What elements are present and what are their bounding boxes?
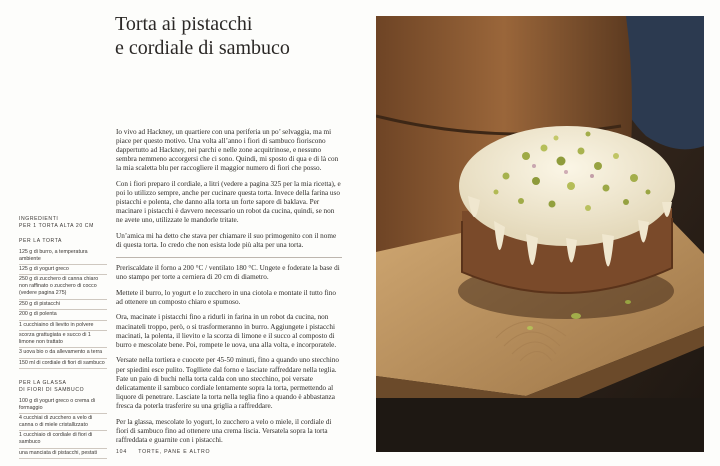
- section-divider: [116, 257, 342, 258]
- recipe-title-line-1: Torta ai pistacchi: [115, 13, 253, 35]
- ingredients-heading: [19, 216, 107, 230]
- recipe-title-line-2: e cordiale di sambuco: [115, 37, 290, 59]
- cake-ingredients-group: [19, 238, 107, 369]
- ingredient-item: 200 g di polenta: [19, 310, 107, 320]
- intro-paragraph-3: Un’amica mi ha detto che stava per chiamare il suo primogenito con il nome di questa torta. Io credo che non esista lode più alta per una torta.: [116, 232, 337, 250]
- glaze-subheading-line-2: DI FIORI DI SAMBUCO: [19, 387, 85, 394]
- ingredient-item: 100 g di yogurt greco o crema di formaggio: [19, 397, 107, 414]
- ingredient-item: 4 cucchiai di zucchero a velo di canna o di miele cristallizzato: [19, 414, 107, 431]
- photo-illustration: [376, 16, 704, 452]
- ingredient-item: 125 g di burro, a temperatura ambiente: [19, 248, 107, 265]
- ingredient-item: 1 cucchiaio di cordiale di fiori di sambuco: [19, 431, 107, 448]
- intro-paragraph-2: Con i fiori preparo il cordiale, a litri (vedere a pagina 325 per la mia ricetta), e poi lo utilizzo sempre, anche per cucinare questa torta. Invece della farina uso pistacchi e polenta, che danno alla torta un forte sapore di baklava. Per macinare i pistacchi è davvero necessario un robot da cucina, quindi, se non ne avete uno, utilizzate le mandorle tritate.: [116, 180, 341, 225]
- method-step-1: Preriscaldate il forno a 200 °C / ventilato 180 °C. Ungete e foderate la base di uno stampo per torte a cerniera di 20 cm di diametro.: [116, 263, 340, 281]
- ingredients-heading-line-2: PER 1 TORTA ALTA 20 CM: [19, 223, 94, 230]
- cake-subheading: PER LA TORTA: [19, 238, 63, 245]
- glaze-subheading-line-1: PER LA GLASSA: [19, 380, 67, 387]
- ingredients-sidebar: [19, 216, 107, 466]
- method-step-3: Ora, macinate i pistacchi fino a ridurli in farina in un robot da cucina, non macinateli troppo, però, o si trasformeranno in burro. Aggiungete i pistacchi macinati, la polenta, il lievito e la scorza di limone e il succo al composto di burro e mescolate bene. Poi, rompete le uova, una alla volta, e incorporatele.: [116, 313, 337, 349]
- method-step-5: Per la glassa, mescolate lo yogurt, lo zucchero a velo o miele, il cordiale di fiori di sambuco fino ad ottenere una crema liscia. Versatela sopra la torta raffreddata e guarnite con i pistacchi.: [116, 417, 332, 444]
- recipe-body: [116, 128, 342, 451]
- ingredient-item: una manciata di pistacchi, pestati: [19, 449, 107, 459]
- method-step-2: Mettete il burro, lo yogurt e lo zucchero in una ciotola e montate il tutto fino ad ottenere un composto chiaro e spumoso.: [116, 288, 336, 306]
- glaze-subheading: [19, 380, 107, 394]
- ingredient-item: 125 g di yogurt greco: [19, 265, 107, 275]
- method-step-4: Versate nella tortiera e cuocete per 45-50 minuti, fino a quando uno stecchino per spiedini esce pulito. Toglliete dal forno e lasciate raffreddare nella teglia. Fate un paio di buchi nella torta calda con uno stecchino, poi versate delicatamente il sambuco cordiale lentamente sopra la torta, permettendo al liquore di penetrare. Lasciate la torta nella teglia fino a quando è abbastanza fresca da poterla trasferire su una griglia a raffreddare.: [116, 356, 339, 410]
- recipe-title: [115, 12, 365, 60]
- ingredient-item: 250 g di pistacchi: [19, 300, 107, 310]
- ingredient-item: 3 uova bio o da allevamento a terra: [19, 348, 107, 358]
- ingredient-item: 1 cucchiaino di lievito in polvere: [19, 321, 107, 331]
- pistachio-cake-photo: [376, 16, 704, 452]
- table-surface: [376, 398, 704, 452]
- ingredient-item: scorza grattugiata e succo di 1 limone non trattato: [19, 331, 107, 348]
- glaze-ingredients-group: [19, 380, 107, 459]
- page-number: 104: [116, 449, 128, 455]
- ingredient-item: 150 ml di cordiale di fiori di sambuco: [19, 359, 107, 369]
- intro-paragraph-1: Io vivo ad Hackney, un quartiere con una periferia un po’ selvaggia, ma mi piace per questo motivo. Una volta all’anno i fiori di sambuco fioriscono dappertutto ad Hackney, nei parchi e nelle zone acquitrinose, e nessuno sembra nemmeno accorgersi che ci sono. Quindi, mi sposto di qua e di là con la mia scaletta blu per raccogliere il maggior numero di fiori che posso.: [116, 128, 339, 173]
- ingredient-item: 250 g di zucchero di canna chiaro non raffinato o zucchero di cocco (vedere pagina 275): [19, 275, 107, 299]
- section-name: TORTE, PANE E ALTRO: [138, 449, 211, 455]
- ingredients-heading-line-1: INGREDIENTI: [19, 216, 59, 222]
- page-footer: [116, 449, 210, 455]
